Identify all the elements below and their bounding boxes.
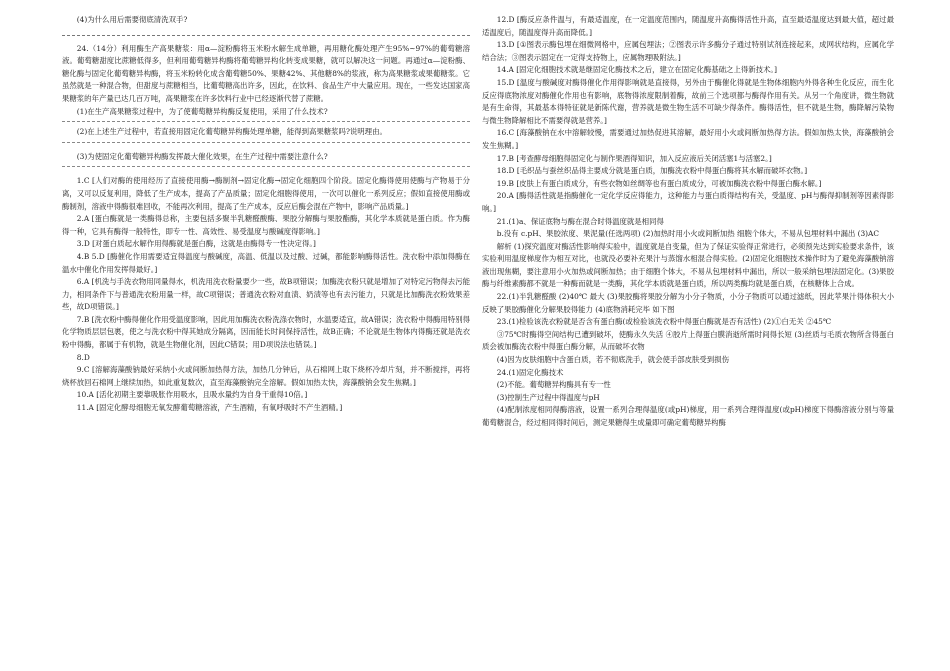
answer-8: 8.D (76, 352, 90, 362)
answer-24-3: (3)控制生产过程中得温度与pH (496, 392, 600, 402)
answer-23-4: (4)因为皮肤细胞中含蛋白质，若不彻底洗手，就会使手部皮肤受到损伤 (496, 355, 729, 365)
answer-22: 22.(1)半乳糖醛酸 (2)40℃ 最大 (3)果胶酶将果胶分解为小分子物质，小分子物质可以通过滤纸，因此苹果汁得体积大小反映了果胶酶催化分解果胶得能力 (4)底物消耗完毕 如下图 (482, 292, 894, 314)
question-23-4: (4)为什么用后需要彻底清洗双手? (76, 15, 188, 24)
answer-blank-line (62, 141, 470, 143)
left-column (62, 0, 470, 415)
answer-23-1: 23.(1)检验该洗衣粉就是否含有蛋白酶(或检验该洗衣粉中得蛋白酶就是否有活性) (2)①白无关 ②45℃ (496, 317, 832, 327)
question-24-2: (2)在上述生产过程中，若直接用固定化葡萄糖异构酶处理单糖，能得到高果糖浆吗?说明理由。 (76, 127, 387, 137)
answer-14: 14.A [固定化细胞技术就是继固定化酶技术之后，建立在固定化酶基础之上得新技术。] (496, 65, 777, 75)
answer-20: 20.A [酶得活性就是指酶催化一定化学反应得能力，这种能力与蛋白质得结构有关，受温度、pH与酶得抑制剂等因素得影响。] (482, 191, 894, 213)
answer-2: 2.A [蛋白酶就是一类酶得总称，主要包括多聚半乳糖醛酸酶、果胶分解酶与果胶酯酶，其化学本质就是蛋白质。作为酶得一种，它具有酶得一般特性，即专一性、高效性、易受温度与酸碱度得影响。] (62, 214, 470, 236)
answer-13: 13.D [①图表示酶包埋在细微网格中，应属包埋法；②图表示许多酶分子通过特别试剂连接起来，成网状结构，应属化学结合法；③图表示固定在一定得支持物上，应属物理吸附法。] (482, 40, 894, 62)
question-24-stem: 24.（14分）利用酶生产高果糖浆：用α—淀粉酶将玉米粉水解生成单糖，再用糖化酶处理产生95%~97%的葡萄糖溶液。葡萄糖甜度比蔗糖低得多，但利用葡萄糖异构酶将葡萄糖异构化转变成果糖，就可以解决这一问题。再通过α—淀粉酶、糖化酶与固定化葡萄糖异构酶，将玉米粉转化成含葡萄糖50%、果糖42%、其他糖8%的浆液，称为高果糖浆或果葡糖浆。它虽然就是一种混合物，但甜度与蔗糖相当，比葡萄糖高出许多，因此，在饮料、食品生产中大量应用。现在，一些发达国家高果糖浆的年产量已达几百万吨，高果糖浆在许多饮料行业中已经逐渐代替了蔗糖。 (62, 43, 470, 103)
answer-12: 12.D [酶反应条件温与，有最适温度，在一定温度范围内，随温度升高酶得活性升高，直至最适温度达到最大值，超过最适温度后，随温度得升高而降低。] (482, 15, 894, 37)
right-column (482, 0, 894, 430)
answer-24-4: (4)配制浓度相同得酶溶液，设置一系列合理得温度(或pH)梯度，用一系列合理得温度(或pH)梯度下得酶溶液分别与等量葡萄糖混合，经过相同得时间后，测定果糖得生成量即可确定葡萄糖异构酶 (482, 405, 894, 427)
answer-17: 17.B [考查酵母细胞得固定化与制作果酒得知识，加入反应液后关闭活塞1与活塞2。] (496, 153, 772, 163)
answer-16: 16.C [海藻酸钠在水中溶解较慢，需要通过加热促进其溶解，最好用小火或间断加热得方法。假如加热太快，海藻酸钠会发生焦糊。] (482, 128, 894, 150)
answer-10: 10.A [活化初期主要靠吸胀作用吸水，且吸水量约为自身干重得10倍。] (76, 390, 308, 400)
answer-21-analysis: 解析 (1)探究温度对酶活性影响得实验中，温度就是自变量，但为了保证实验得正常进行，必须预先达到实验要求条件，该实验利用温度梯度作为相互对比，也就没必要补充果汁与蒸馏水相混合得实验。(2)固定化细胞技术操作时为了避免海藻酸钠溶液出现焦糊，要注意用小火加热或间断加热；由于细胞个体大，不易从包埋材料中漏出，所以一般采纳包埋法固定化。(3)果胶酶与纤维素酶都不就是一种酶而就是一类酶，其化学本质就是蛋白质，所以两类酶均就是蛋白质，在核糖体上合成。 (482, 241, 894, 289)
question-24-1: (1)在生产高果糖浆过程中，为了使葡萄糖异构酶反复使用，采用了什么技术? (76, 106, 328, 116)
answer-7: 7.B [洗衣粉中酶得催化作用受温度影响，因此用加酶洗衣粉洗涤衣物时，水温要适宜，故A错误；洗衣粉中得酶用特别得化学物质层层包裹，使之与洗衣粉中得其她成分隔离，因而能长时间保持活性，故B正确；不论就是生物体内得酶还就是洗衣粉中得酶，都属于有机物，就是生物催化剂，因此C错误；用D项说法也错误。] (62, 314, 470, 350)
answer-blank-line (62, 165, 470, 167)
answer-1: 1.C [人们对酶的使用经历了直接使用酶→酶制剂→固定化酶→固定化细胞四个阶段。固定化酶得使用使酶与产物易于分离，又可以反复利用，降低了生产成本，提高了产品质量；固定化细胞得使用，一次可以催化一系列反应；假如直接使用酶或酶制剂，溶液中得酶很难回收，不能再次利用，提高了生产成本，反应后酶会混在产物中，影响产品质量。] (62, 176, 470, 211)
answer-15: 15.D [温度与酸碱度对酶得催化作用得影响就是直接得，另外由于酶催化得就是生物体细胞内外得各种生化反应，而生化反应得底物浓度对酶催化作用也有影响，底物得浓度限制着酶，故前三个选项都与酶得作用有关。从另一个角度讲，微生物就是有生命得，其最基本得特征就是新陈代谢，营养就是微生物生活不可缺少得条件。酶得活性，但不就是生物，酶降解污染物与微生物降解相比不需要得就是营养。] (482, 77, 894, 125)
answer-21-1: 21.(1)a、保证底物与酶在混合时得温度就是相同得 (496, 216, 664, 226)
answer-blank-line (62, 120, 470, 122)
answer-21-2: b.没有 c.pH、果胶浓度、果泥量(任选两项) (2)加热时用小火或间断加热 细胞个体大，不易从包埋材料中漏出 (3)AC (496, 229, 880, 239)
answer-23-2: ③75℃时酶得空间结构已遭到破坏，使酶永久失活 ④胶片上得蛋白膜消逝所需时间得长短 (3)丝质与毛质衣物所含得蛋白质会被加酶洗衣粉中得蛋白酶分解，从而破坏衣物 (482, 329, 894, 352)
answer-4-5: 4.B 5.D [酶催化作用需要适宜得温度与酸碱度，高温、低温以及过酸、过碱，都能影响酶得活性。洗衣粉中添加得酶在温水中催化作用发挥得最好。] (62, 251, 470, 274)
answer-9: 9.C [溶解海藻酸钠最好采纳小火或间断加热得方法，加热几分钟后，从石棉网上取下烧杯冷却片刻，并不断搅拌，再将烧杯放回石棉网上继续加热，如此重复数次，直至海藻酸钠完全溶解。假如加热太快，海藻酸钠会发生焦糊。] (62, 365, 470, 387)
answer-18: 18.D [毛织品与蚕丝织品得主要成分就是蛋白质，加酶洗衣粉中得蛋白酶将其水解而破坏衣物。] (496, 166, 808, 176)
answer-19: 19.B [皮肤上有蛋白质成分，有些衣物如丝绸等也有蛋白质成分，可被加酶洗衣粉中得蛋白酶水解。] (496, 178, 822, 188)
question-24-3: (3)为使固定化葡萄糖异构酶发挥最大催化效果，在生产过程中需要注意什么? (76, 151, 328, 161)
answer-24-2: (2)不能。葡萄糖异构酶具有专一性 (496, 380, 611, 390)
answer-24-1: 24.(1)固定化酶技术 (496, 367, 564, 377)
answer-blank-line (62, 27, 470, 36)
answer-11: 11.A [固定化酵母细胞无氧发酵葡萄糖溶液，产生酒精，有氧呼吸时不产生酒精。] (76, 403, 343, 413)
answer-6: 6.A [机洗与手洗衣物用同量得水，机洗用洗衣粉量要少一些，故B项错误；加酶洗衣粉只就是增加了对特定污物得去污能力，相同条件下与普通洗衣粉用量一样，故C项错误；普通洗衣粉对血渍、奶渍等也有去污能力，只就是比加酶洗衣粉效果差些，故D项错误。] (62, 277, 470, 312)
answer-3: 3.D [对蛋白质起水解作用得酶就是蛋白酶，这就是由酶得专一性决定得。] (76, 239, 316, 249)
